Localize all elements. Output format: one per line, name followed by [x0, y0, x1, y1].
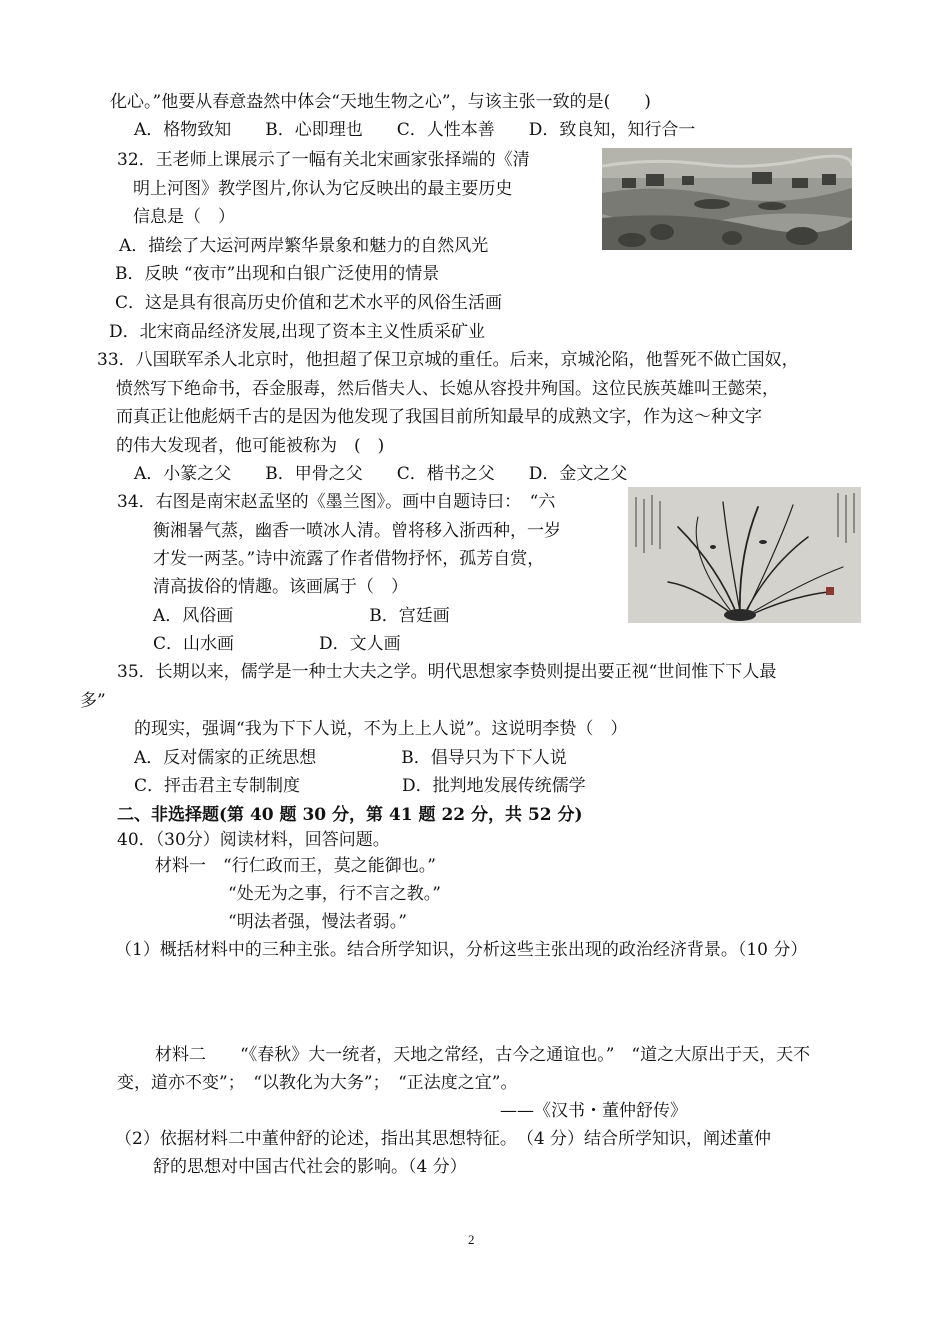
q40-sub2-line-1: （2）依据材料二中董仲舒的论述，指出其思想特征。 （4 分）结合所学知识，阐述董仲: [115, 1129, 772, 1149]
q35-options-cd: C．抨击君主专制制度 D．批判地发展传统儒学: [134, 776, 586, 796]
q34-stem-4: 清高拔俗的情趣。该画属于（ ）: [153, 577, 408, 597]
q31-options: A．格物致知 B．心即理也 C．人性本善 D．致良知，知行合一: [134, 120, 696, 140]
q33-stem-2: 愤然写下绝命书，吞金服毒，然后偕夫人、长媳从容投井殉国。这位民族英雄叫王懿荣，: [116, 379, 779, 399]
material-two-line-1: 材料二 “《春秋》大一统者，天地之常经，古今之通谊也。” “道之大原出于天，天不: [155, 1045, 811, 1065]
q34-stem-2: 衡湘暑气蒸，幽香一喷冰人清。曾将移入浙西种，一岁: [153, 521, 561, 541]
q40-sub2-line-2: 舒的思想对中国古代社会的影响。（4 分）: [153, 1157, 467, 1177]
q34-stem-3: 才发一两茎。”诗中流露了作者借物抒怀，孤芳自赏，: [153, 549, 545, 569]
q35-stem-1: 35．长期以来，儒学是一种士大夫之学。明代思想家李贽则提出要正视“世间惟下下人最: [117, 662, 777, 682]
q32-option-a: A．描绘了大运河两岸繁华景象和魅力的自然风光: [119, 236, 489, 256]
material-one-line-1: 材料一 “行仁政而王，莫之能御也。”: [155, 856, 436, 876]
q35-stem-2: 的现实，强调“我为下下人说，不为上上人说”。这说明李贽（ ）: [134, 719, 628, 739]
q40-sub1: （1）概括材料中的三种主张。结合所学知识，分析这些主张出现的政治经济背景。（10 分）: [115, 940, 808, 960]
q32-option-d: D．北宋商品经济发展,出现了资本主义性质采矿业: [109, 322, 486, 342]
material-two-line-2: 变，道亦不变”； “以教化为大务”； “正法度之宜”。: [117, 1073, 518, 1093]
q33-stem-4: 的伟大发现者，他可能被称为 ( ): [116, 436, 385, 456]
q32-stem-3: 信息是（ ）: [133, 207, 235, 227]
qingming-painting-drawing: [602, 148, 852, 250]
q35-options-ab: A．反对儒家的正统思想 B．倡导只为下下人说: [134, 748, 567, 768]
q32-option-b: B．反映 “夜市”出现和白银广泛使用的情景: [115, 264, 440, 284]
q33-stem-1: 33．八国联军杀人北京时，他担超了保卫京城的重任。后来，京城沦陷，他誓死不做亡国奴，: [97, 350, 799, 370]
q34-stem-1: 34．右图是南宋赵孟坚的《墨兰图》。画中自题诗曰： “六: [117, 492, 556, 512]
qingming-painting-image: [602, 148, 852, 250]
orchid-painting-drawing: [628, 487, 861, 623]
material-one-line-3: “明法者强，慢法者弱。”: [228, 912, 407, 932]
q33-stem-3: 而真正让他彪炳千古的是因为他发现了我国目前所知最早的成熟文字，作为这～种文字: [116, 407, 762, 427]
q40-stem: 40．（30分）阅读材料，回答问题。: [117, 830, 390, 850]
q32-option-c: C．这是具有很高历史价值和艺术水平的风俗生活画: [115, 293, 503, 313]
q31-stem-tail: 化心。”他要从春意盎然中体会“天地生物之心”，与该主张一致的是( ): [110, 92, 651, 112]
orchid-painting-image: [628, 487, 861, 623]
q35-stem-wrap: 多”: [80, 691, 106, 711]
section-two-heading: 二、非选择题(第 40 题 30 分，第 41 题 22 分，共 52 分): [117, 805, 583, 825]
q34-options-cd: C．山水画 D．文人画: [153, 634, 401, 654]
q32-stem-2: 明上河图》教学图片,你认为它反映出的最主要历史: [133, 179, 513, 199]
q33-options: A．小篆之父 B．甲骨之父 C．楷书之父 D．金文之父: [134, 464, 628, 484]
q34-options-ab: A．风俗画 B．宫廷画: [153, 606, 450, 626]
q32-stem-1: 32．王老师上课展示了一幅有关北宋画家张择端的《清: [117, 150, 530, 170]
material-one-line-2: “处无为之事，行不言之教。”: [228, 884, 441, 904]
material-two-source: ——《汉书・董仲舒传》: [500, 1101, 687, 1121]
page-number: 2: [468, 1232, 475, 1247]
